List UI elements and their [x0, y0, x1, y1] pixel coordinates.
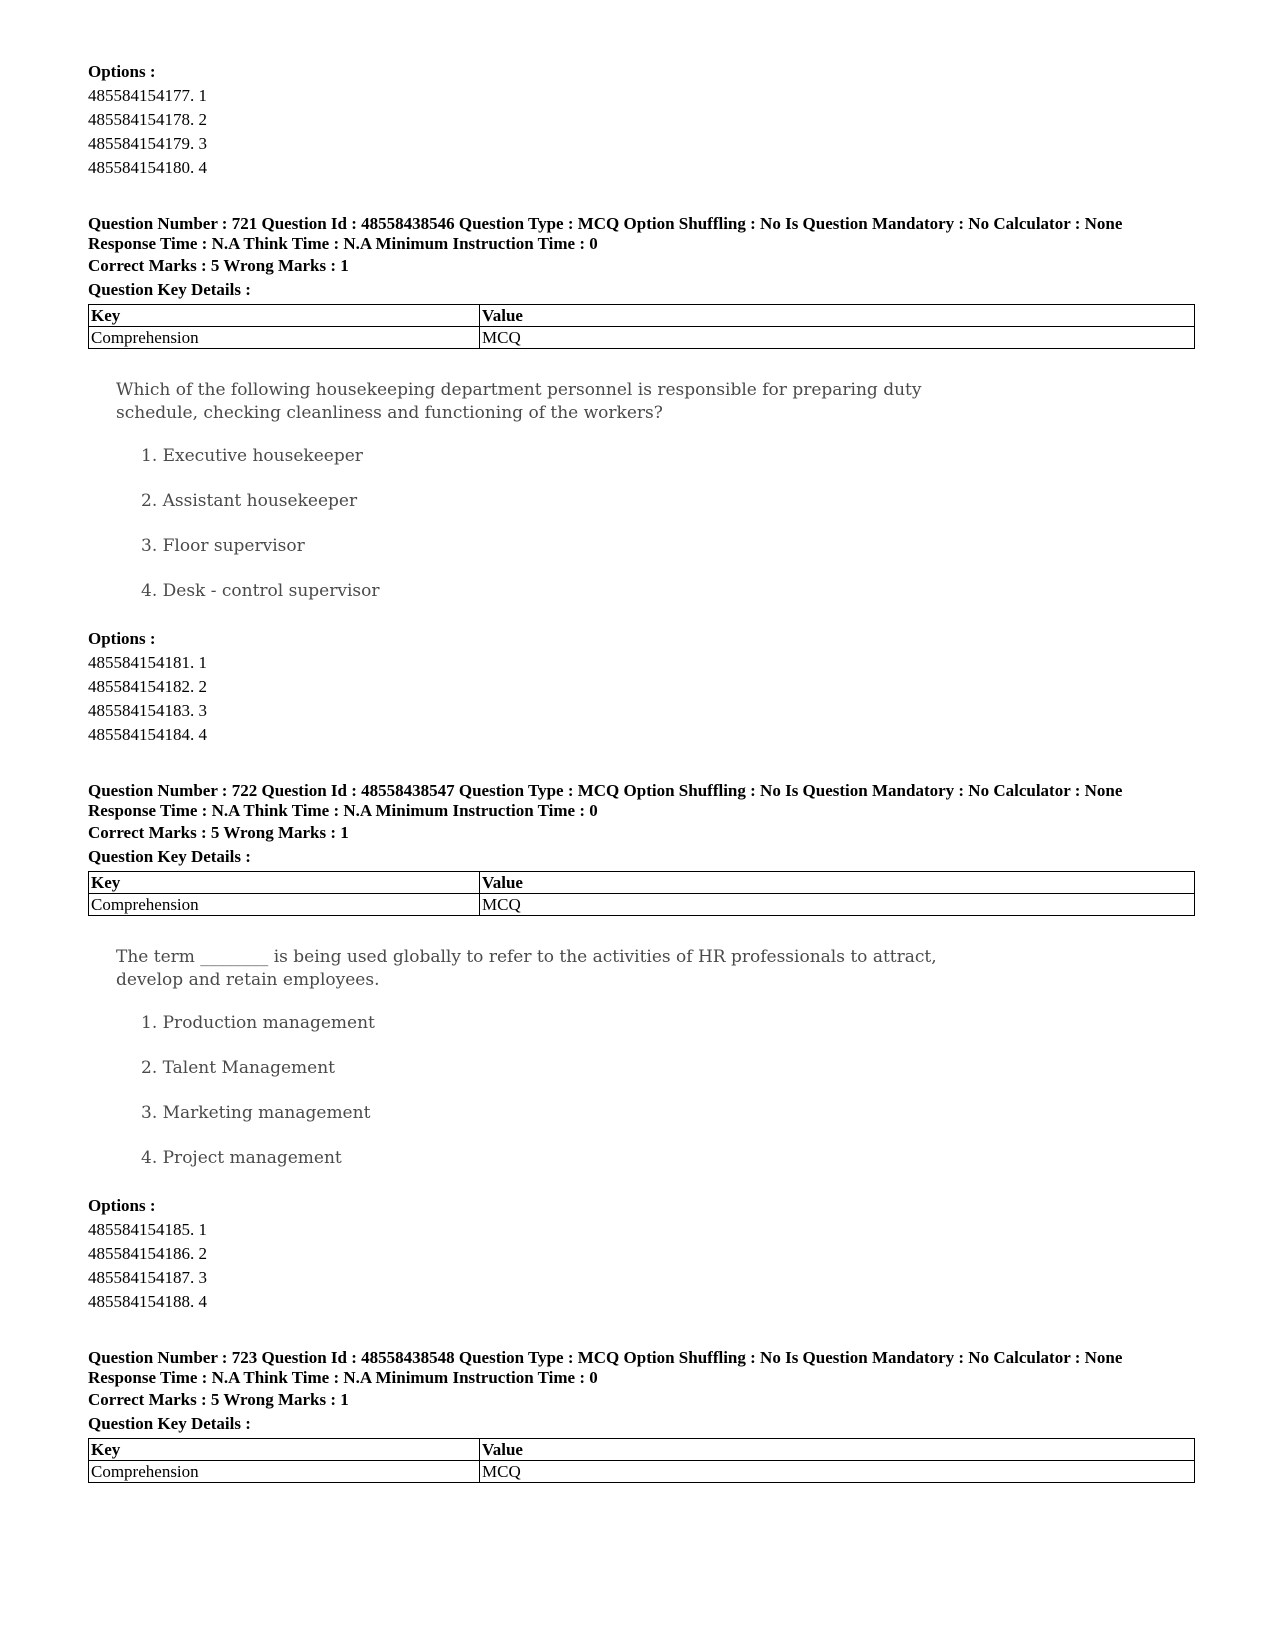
option-line: 485584154183. 3	[88, 701, 207, 720]
table-row	[89, 1439, 1195, 1461]
table-header-value: Value	[480, 1439, 1195, 1461]
options-block	[88, 1194, 1198, 1314]
option-line: 485584154181. 1	[88, 653, 207, 672]
table-row	[89, 327, 1195, 349]
table-row	[89, 1461, 1195, 1483]
table-cell-key: Comprehension	[89, 1461, 480, 1483]
question-marks: Correct Marks : 5 Wrong Marks : 1	[88, 1390, 349, 1409]
question-722	[88, 781, 1198, 1314]
options-label: Options :	[88, 1196, 156, 1215]
question-header-line1: Question Number : 723 Question Id : 48558438548 Question Type : MCQ Option Shuffling : No Is Question Mandatory : No Calculator : None	[88, 1348, 1123, 1367]
option-line: 485584154182. 2	[88, 677, 207, 696]
question-stem: Which of the following housekeeping department personnel is responsible for preparing duty schedule, checking cleanliness and functioning of the workers?	[116, 380, 922, 423]
question-marks: Correct Marks : 5 Wrong Marks : 1	[88, 256, 349, 275]
question-key-details-label: Question Key Details :	[88, 847, 251, 866]
table-header-key: Key	[89, 305, 480, 327]
options-block	[88, 627, 1198, 747]
table-header-value: Value	[480, 305, 1195, 327]
question-header-line2: Response Time : N.A Think Time : N.A Minimum Instruction Time : 0	[88, 1368, 598, 1387]
table-cell-value: MCQ	[480, 327, 1195, 349]
question-header-line2: Response Time : N.A Think Time : N.A Minimum Instruction Time : 0	[88, 801, 598, 820]
question-key-details-label: Question Key Details :	[88, 280, 251, 299]
question-key-table	[88, 871, 1195, 916]
question-choice: 4. Desk - control supervisor	[141, 581, 380, 601]
option-line: 485584154187. 3	[88, 1268, 207, 1287]
question-choice: 3. Marketing management	[141, 1103, 371, 1123]
table-row	[89, 305, 1195, 327]
question-choice: 4. Project management	[141, 1148, 342, 1168]
question-stem: The term ________ is being used globally to refer to the activities of HR professionals to attract, develop and retain employees.	[116, 947, 937, 990]
question-key-table	[88, 1438, 1195, 1483]
question-image	[116, 379, 1198, 603]
question-choice: 1. Production management	[141, 1013, 375, 1033]
table-header-key: Key	[89, 1439, 480, 1461]
option-line: 485584154184. 4	[88, 725, 207, 744]
question-choice: 2. Talent Management	[141, 1058, 335, 1078]
table-header-key: Key	[89, 872, 480, 894]
options-block-top	[88, 60, 1198, 180]
question-721	[88, 214, 1198, 747]
table-header-value: Value	[480, 872, 1195, 894]
table-cell-key: Comprehension	[89, 327, 480, 349]
table-row	[89, 872, 1195, 894]
document-page	[88, 60, 1198, 1483]
question-header-line1: Question Number : 722 Question Id : 48558438547 Question Type : MCQ Option Shuffling : No Is Question Mandatory : No Calculator : None	[88, 781, 1123, 800]
option-line: 485584154180. 4	[88, 158, 207, 177]
question-choice: 1. Executive housekeeper	[141, 446, 363, 466]
option-line: 485584154186. 2	[88, 1244, 207, 1263]
option-line: 485584154185. 1	[88, 1220, 207, 1239]
option-line: 485584154178. 2	[88, 110, 207, 129]
table-cell-key: Comprehension	[89, 894, 480, 916]
option-line: 485584154179. 3	[88, 134, 207, 153]
question-marks: Correct Marks : 5 Wrong Marks : 1	[88, 823, 349, 842]
question-image	[116, 946, 1198, 1170]
question-key-details-label: Question Key Details :	[88, 1414, 251, 1433]
question-choice: 2. Assistant housekeeper	[141, 491, 358, 511]
question-header-line1: Question Number : 721 Question Id : 48558438546 Question Type : MCQ Option Shuffling : No Is Question Mandatory : No Calculator : None	[88, 214, 1123, 233]
question-header-line2: Response Time : N.A Think Time : N.A Minimum Instruction Time : 0	[88, 234, 598, 253]
options-label: Options :	[88, 62, 156, 81]
table-row	[89, 894, 1195, 916]
question-723	[88, 1348, 1198, 1483]
option-line: 485584154177. 1	[88, 86, 207, 105]
option-line: 485584154188. 4	[88, 1292, 207, 1311]
options-label: Options :	[88, 629, 156, 648]
question-key-table	[88, 304, 1195, 349]
question-choice: 3. Floor supervisor	[141, 536, 305, 556]
table-cell-value: MCQ	[480, 1461, 1195, 1483]
table-cell-value: MCQ	[480, 894, 1195, 916]
